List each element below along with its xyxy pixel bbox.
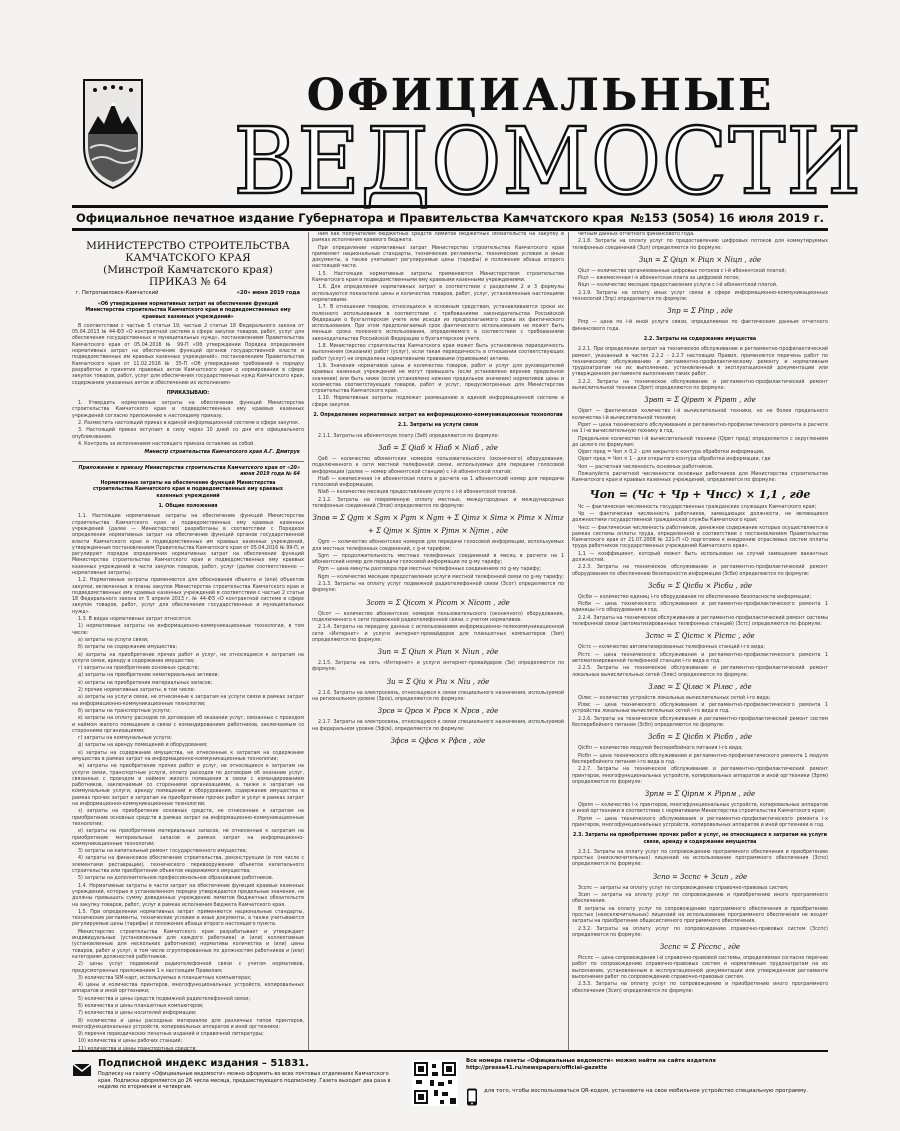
paragraph: Чр — фактическая численность работников, замещающих должности, не являющиеся должностями государственной гражданской службы Камчатского края; <box>572 511 828 524</box>
paragraph: Qiрвт — фактическое количество i-й вычислительной техники, но не более предельного количества i-й вычислительной техники; <box>572 409 828 421</box>
paragraph: Министерство строительства Камчатского края разрабатывает и утверждает индивидуальные (установленные для каждого работника) и (или) коллективные (установленные для нескольких работников) нормативы количества и (или) цены товаров, работ и услуг, в том числе сгруппированные по должностям работников и (или) категориям должностей работников. <box>72 929 304 960</box>
formula: Зсспс = Σ Рiсспс , где <box>659 943 741 952</box>
formula: Злвс = Σ Qiлвс × Рiлвс , где <box>648 682 752 691</box>
paragraph: 6) количества и цены планшетных компьютеров; <box>78 1003 204 1009</box>
masthead <box>72 66 862 215</box>
paragraph: Qgm — количество абонентских номеров для передачи голосовой информации, используемых для местных телефонных соединений, с g-м тарифом; <box>312 540 564 552</box>
appendix-title: Нормативные затраты на обеспечение функций Министерства строительства Камчатского края и подведомственных ему краевых казенных учреждений <box>93 481 283 499</box>
paragraph: б) затраты на транспортные услуги; <box>78 708 171 714</box>
paragraph: 2.3.2. Затраты на оплату услуг по сопровождению справочно-правовых систем (Зсспс) определяются по формуле: <box>572 926 828 938</box>
paragraph: Рiрвт — цена технического обслуживания и регламентно-профилактического ремонта в расчете на 1 i-ю вычислительную технику в год. <box>572 422 828 435</box>
qr-code-icon[interactable] <box>412 1060 458 1106</box>
paragraph: ж) затраты на приобретение прочих работ и услуг, не относящиеся к затратам на услуги связи, транспортные услуги, оплату расходов по договорам об оказании услуг, связанных с проездом и наймом жилого помещения в связи с командированием работников, заключаемым со сторонними организациями, а также к затратам на коммунальные услуги, аренду помещений и оборудования, содержание имущества в рамках прочих затрат и затратам на приобретение прочих работ и услуг в рамках затрат на информационно-коммуникационные технологии; <box>72 764 304 808</box>
kamchatka-coat-of-arms-icon <box>80 76 146 192</box>
paragraph: Нiаб — ежемесячная i-я абонентская плата в расчете на 1 абонентский номер для передачи голосовой информации; <box>312 476 564 489</box>
subsection-heading: 2.3. Затраты на приобретение прочих работ и услуг, не относящиеся к затратам на услуги связи, аренду и содержание имущества <box>572 833 828 845</box>
subscription-text: Подписку на газету «Официальные ведомости» можно оформить во всех почтовых отделениях Камчатского края. Подписка оформляется до 26 числа месяца, предшествующего подписному. Газета выходит два раза в неделю по вторникам и четвергам. <box>98 1071 391 1090</box>
paragraph: 1) нормативные затраты на информационно-коммуникационные технологии, в том числе: <box>72 624 304 636</box>
paragraph: 1.4. Нормативные затраты в части затрат на обеспечение функций краевых казенных учреждений, которые в установленном порядке утверждаются предельные значения, не должны превышать сумму доведенных учреждению лимитов бюджетных обязательств на закупку товаров, работ, услуг в рамках исполнения бюджета Камчатского края. <box>72 883 304 908</box>
paragraph: 1.8. Министерство строительства Камчатского края может быть установлена периодичность выполнения (оказания) работ (услуг), если такая периодичность в отношении соответствующих работ (услуг) не определена нормативными правовыми (правовыми) актами. <box>312 344 564 362</box>
paragraph: 2.1.1. Затраты на абонентскую плату (Заб) определяются по формуле: <box>318 433 500 439</box>
ministry-header <box>72 240 304 288</box>
paragraph: 2.1.3. Затраты на оплату услуг подвижной радиотелефонной связи (Зсот) определяются по формуле: <box>312 582 564 594</box>
paragraph: 2.1.8. Затраты на оплату услуг по предоставлению цифровых потоков для коммутируемых телефонных соединений (Зцп) определяются по формуле: <box>572 239 828 251</box>
paragraph: 2.1.4. Затраты на передачу данных с использованием информационно-телекоммуникационной сети «Интернет» и услуги интернет-провайдеров для планшетных компьютеров (Зип) определяются по формуле: <box>312 625 564 643</box>
order-subject: «Об утверждении нормативных затрат на обеспечение функций Министерства строительства Камчатского края и подведомственных ему краевых казенных учреждений» <box>85 302 291 320</box>
column-1 <box>72 232 304 1052</box>
online-archive-text: Все номера газеты «Официальные ведомости» можно найти на сайте издателя http://pressa41.ru/newspapers/official-gazette <box>466 1058 716 1071</box>
paragraph: Пожалуйста расчетной численности основных работников для Министерства строительства Камчатского края и краевых казенных учреждений, определяется по формуле: <box>572 472 828 484</box>
paragraph: 2.1.6. Затраты на электросвязь, относящуюся к связи специального назначения, используемой на региональном уровне (Зрсв), определяются по формуле: <box>312 690 564 703</box>
paragraph: Чоп — расчетная численность основных работников. <box>578 464 714 470</box>
formula: Зспо = Зсспс + Зсип , где <box>652 872 748 881</box>
paragraph: 4) затраты на финансовое обеспечение строительства, реконструкции (в том числе с элементами реставрации), технического перевооружения объектов капитального строительства или приобретение объектов недвижимого имущества; <box>72 856 304 875</box>
paragraph: 2) прочие нормативные затраты, в том числе: <box>78 688 196 694</box>
section-2-heading: 2. Определение нормативных затрат на информационно-коммуникационные технологии <box>313 413 563 419</box>
paragraph: 8) количества и цены расходных материалов для различных типов принтеров, многофункциональных устройств, копировальных аппаратов и иной оргтехники; <box>72 1018 304 1030</box>
paragraph: Чс — фактическая численность государственных гражданских служащих Камчатского края; <box>578 504 817 510</box>
order-item: 2. Разместить настоящий приказ в единой информационной системе в сфере закупок. <box>78 421 300 427</box>
column-2-body <box>312 232 564 409</box>
mailbox-icon <box>72 1060 92 1080</box>
order-number: ПРИКАЗ № 64 <box>149 276 227 288</box>
order-prikazyvayu: ПРИКАЗЫВАЮ: <box>166 390 210 396</box>
paragraph: 1.3. В видах нормативных затрат относятся: <box>78 617 192 623</box>
paragraph: 1,1 — коэффициент, который может быть использован на случай замещения вакантных должностей. <box>572 551 828 563</box>
footer <box>72 1050 828 1122</box>
paragraph: 9) перечня периодических печатных изданий и справочной литературы; <box>78 1032 264 1038</box>
paragraph: 2.2.6. Затраты на техническое обслуживание и регламентно-профилактический ремонт систем бесперебойного питания (Зсбп) определяются по формуле: <box>572 716 828 729</box>
paragraph: 2.1.2. Затраты на повременную оплату местных, междугородных и международных телефонных соединений (Зпов) определяются по формуле: <box>312 497 564 509</box>
paragraph: 1.9. Значения нормативов цены и количества товаров, работ и услуг для руководителей краевых казенных учреждений не могут превышать (если установлено верхнее предельное значение) или быть ниже (если установлено нижнее предельное значение) нормативов цены и количества соответствующих товаров, работ и услуг, предусмотренных для Министерства строительства Камчатского края. <box>312 363 564 395</box>
paragraph: Ngm — количество месяцев предоставления услуги местной телефонной связи по g-му тарифу; <box>318 574 564 580</box>
paragraph: е) затраты на содержание имущества, не отнесенные к затратам на содержание имущества в рамках затрат на информационно-коммуникационные технологии; <box>72 750 304 762</box>
paragraph: 1.6. Для определения нормативных затрат в соответствии с разделами 2 и 3 формулы используются показатели цены и количества товаров, работ, услуг, установленные настоящими нормативами. <box>312 285 564 303</box>
formula: Заб = Σ Qiаб × Нiаб × Niаб , где <box>378 443 498 452</box>
order-signature: Министр строительства Камчатского края А.Г. Дмитрук <box>144 450 300 456</box>
paragraph: 3) количества SIM-карт, используемых в планшетных компьютерах; <box>78 975 252 981</box>
paragraph: Предельное количество i-й вычислительной техники (Qiрвт пред) определяется с округлением до целого по формулам: <box>572 436 828 448</box>
paragraph: 2.1.5. Затраты на сеть «Интернет» и услуги интернет-провайдеров (Зи) определяются по формуле: <box>312 661 564 673</box>
subscription-index: Подписной индекс издания – 51831. <box>98 1058 309 1069</box>
formula: Зи = Σ Qiи × Рiи × Niи , где <box>386 677 490 686</box>
paragraph: 5) затраты на дополнительное профессиональное образование работников. <box>78 876 274 882</box>
paragraph: 1.2. Нормативные затраты применяются для обоснования объекта и (или) объектов закупки, включенных в планы закупок Министерства строительства Камчатского края и подведомственных ему краевых казенных учреждений в соответствии с частью 2 статьи 18 Федерального закона от 5 апреля 2013 г. № 44-ФЗ «О контрактной системе в сфере закупок товаров, работ, услуг для обеспечения государственных и муниципальных нужд». <box>72 578 304 615</box>
paragraph: Рiлвс — цена технического обслуживания и регламентно-профилактического ремонта 1 устройства локальных вычислительных сетей i-го вида в год. <box>572 703 828 715</box>
smartphone-icon <box>466 1088 478 1106</box>
order-date: «20» июня 2019 года <box>236 290 300 296</box>
paragraph: Sgm — продолжительность местных телефонных соединений в месяц в расчете на 1 абонентский номер для передачи голосовой информации по g-му тарифу; <box>312 553 564 566</box>
appendix-reference: Приложение к приказу Министерства строительства Камчатского края от «20» июня 2019 года № 64 <box>78 465 300 477</box>
column-3 <box>572 232 828 1052</box>
subscription-block <box>72 1058 402 1114</box>
masthead-subline <box>72 208 828 228</box>
paragraph: 2) цены услуг подвижной радиотелефонной связи с учетом нормативов, предусмотренных приложением 1 к настоящим Правилам; <box>72 962 304 974</box>
paragraph: Niцп — количество месяцев предоставления услуги с i-й абонентской платой. <box>578 283 778 289</box>
paragraph: Qiстс — количество автоматизированных телефонных станций i-го вида; <box>578 645 765 651</box>
paragraph: 2.1.7. Затраты на электросвязь, относящуюся к связи специального назначения, используемой на федеральном уровне (Зфсв), определяются по формуле: <box>312 720 564 732</box>
divider <box>72 461 304 462</box>
masthead-rule-bottom <box>72 228 828 231</box>
paragraph: Рiпр — цена по i-й иной услуге связи, определяемая по фактическим данным отчетного финансового года. <box>572 320 828 332</box>
formula: Зип = Σ Qiип × Рiип × Niип , где <box>377 648 499 657</box>
column-divider <box>308 232 309 1052</box>
paragraph: 1.7. В отношении товаров, относящихся к основным средствам, устанавливаются сроки их полезного использования в соответствии с требованиями законодательства Российской Федерации о бухгалтерском учете или исходя из предполагаемого срока их фактического использования. При этом предполагаемый срок фактического использования не может быть меньше срока полезного использования, определяемого в соответствии с требованиями законодательства Российской Федерации о бухгалтерском учете. <box>312 305 564 342</box>
paragraph: г) затраты на коммунальные услуги; <box>78 736 172 742</box>
paragraph: 1.10. Нормативные затраты подлежат размещению в единой информационной системе в сфере закупок. <box>312 396 564 408</box>
ministry-line: (Минстрой Камчатского края) <box>103 264 273 276</box>
formula: Зпр = Σ Рiпр , где <box>667 307 733 316</box>
paragraph: Qiсбп — количество модулей бесперебойного питания i-го вида; <box>578 746 743 752</box>
formula: Зсбп = Σ Qiсбп × Рiсбп , где <box>648 733 752 742</box>
formula: Зрпм = Σ Qiрпм × Рiрпм , где <box>644 790 756 799</box>
formula: Зсот = Σ Qiсот × Рiсот × Niсот , где <box>366 598 510 607</box>
formula: Зсби = Σ Qiсби × Рiсби , где <box>648 581 752 590</box>
ministry-line: МИНИСТЕРСТВО СТРОИТЕЛЬСТВА <box>86 240 290 252</box>
paragraph: Рiцп — ежемесячная i-я абонентская плата за цифровой поток; <box>578 276 740 282</box>
paragraph: 2.2.3. Затраты на техническое обслуживание и регламентно-профилактический ремонт оборудования по обеспечению безопасности информации (Зсби) определяются по формуле: <box>572 565 828 577</box>
order-city: г. Петропавловск-Камчатский <box>76 290 159 296</box>
paragraph: Рiсби — цена технического обслуживания и регламентно-профилактического ремонта 1 единицы i-го оборудования в год. <box>572 602 828 614</box>
paragraph: Qiцп — количество организованных цифровых потоков с i-й абонентской платой; <box>578 268 787 274</box>
formula: Чоп = (Чс + Чр + Чнсс) × 1,1 , где <box>589 487 811 501</box>
subsection-heading: 2.2. Затраты на содержание имущества <box>643 336 757 342</box>
paragraph: В затраты на оплату услуг по сопровождению программного обеспечения и приобретению простых (неисключительных) лицензий на использование программного обеспечения не входят затраты на приобретение общесистемного программного обеспечения. <box>572 906 828 925</box>
paragraph: Рiрпм — цена технического обслуживания и регламентно-профилактического ремонта i-х принтеров, многофункциональных устройств, копировальных аппаратов и иной оргтехники в год. <box>572 816 828 828</box>
paragraph: а) затраты на услуги связи, не отнесенные к затратам на услуги связи в рамках затрат на информационно-коммуникационные технологии; <box>72 695 304 707</box>
formula: Зпов = Σ Qgm × Sgm × Pgm × Ngm + Σ Qimг × Simг × Pimг × Nimг + Σ Qjmн × Sjmн × Pjmн × Njmн , где <box>312 514 564 536</box>
paragraph: 2.3.1. Затраты на оплату услуг по сопровождению программного обеспечения и приобретению простых (неисключительных) лицензий на использование программного обеспечения (Зспо) определяются по формуле: <box>572 849 828 868</box>
paragraph: Рiсбп — цена технического обслуживания и регламентно-профилактического ремонта 1 модуля бесперебойного питания i-го вида в год. <box>572 753 828 765</box>
paragraph: 1.5. Настоящие нормативные затраты применяются Министерством строительства Камчатского края и подведомственными ему краевыми казенными учреждениями. <box>312 271 564 284</box>
paragraph: Niаб — количество месяцев предоставления услуги с i-й абонентской платой. <box>318 490 517 496</box>
order-preamble: В соответствии с частью 5 статьи 19, частью 2 статьи 18 Федерального закона от 05.04.2013 № 44-ФЗ «О контрактной системе в сфере закупок товаров, работ, услуг для обеспечения государственных и муниципальных нужд», постановлением Правительства Камчатского края от 05.04.2016 № 99-П «Об утверждении Порядка определения нормативных затрат на обеспечение функций органов государственной власти и подведомственных им краевых казенных учреждений», постановлением Правительства Камчатского края от 11.02.2016 № 35-П «Об утверждении требований к порядку разработки и принятия правовых актов Камчатского края о нормировании в сфере закупок товаров, работ, услуг для обеспечения государственных нужд Камчатского края, содержанию указанных актов и обеспечению их исполнения» <box>72 323 304 386</box>
paragraph: При определении нормативных затрат Министерство строительства Камчатского края применяет национальные стандарты, технические регламенты, технические условия и иные документы, а также учитывает регулируемые цены (тарифы) и положения абзаца второго настоящей части. <box>312 245 564 270</box>
paragraph: Рiсспс — цена сопровождения i-й справочно-правовой системы, определяемая согласно перечню работ по сопровождению справочно-правовых систем и нормативным трудозатратам на их выполнение, установленным в эксплуатационной документации или утвержденном регламенте выполнения работ по сопровождению справочно-правовых систем. <box>572 956 828 981</box>
paragraph: четным данных отчетного финансового года. <box>578 232 695 237</box>
column-2 <box>312 232 564 1052</box>
paragraph: д) затраты на аренду помещений и оборудования; <box>78 743 208 749</box>
paragraph: 2.2.4. Затраты на техническое обслуживание и регламентно-профилактический ремонт системы телефонной связи (автоматизированных телефонных станций) (Зстс) определяются по формуле: <box>572 615 828 628</box>
paragraph: е) затраты на приобретение материальных запасов; <box>78 680 213 686</box>
paragraph: 4) цены и количества принтеров, многофункциональных устройств, копировальных аппаратов и иной оргтехники; <box>72 983 304 995</box>
paragraph: 5) количества и цены средств подвижной радиотелефонной связи; <box>78 996 251 1002</box>
paragraph: Qiрпм — количество i-х принтеров, многофункциональных устройств, копировальных аппаратов и иной оргтехники в соответствии с нормативами Министерства строительства Камчатского края; <box>572 803 828 815</box>
paragraph: в) затраты на оплату расходов по договорам об оказании услуг, связанных с проездом и наймом жилого помещения в связи с командированием работников, заключаемым со сторонними организациями; <box>72 716 304 734</box>
masthead-title-top: ОФИЦИАЛЬНЫЕ <box>306 70 774 121</box>
paragraph: 2.2.5. Затраты на техническое обслуживание и регламентно-профилактический ремонт локальных вычислительных сетей (Злвс) определяются по формуле: <box>572 666 828 678</box>
paragraph: Рiстс — цена технического обслуживания и регламентно-профилактического ремонта 1 автоматизированной телефонной станции i-го вида в год. <box>572 652 828 664</box>
formula: Зрвт = Σ Qiрвт × Рiрвт , где <box>644 396 756 405</box>
issue-number-date: №153 (5054) 16 июля 2019 г. <box>630 211 824 225</box>
paragraph: Зсспс — затраты на оплату услуг по сопровождению справочно-правовых систем; <box>578 885 789 891</box>
paragraph: 2.1.9. Затраты на оплату иных услуг связи в сфере информационно-коммуникационных технологий (Зпр) определяются по формуле: <box>572 290 828 303</box>
paragraph: з) затраты на приобретение основных средств, не отнесенные к затратам на приобретение основных средств в рамках затрат на информационно-коммуникационные технологии; <box>72 809 304 827</box>
paragraph: Зсип — затраты на оплату услуг по сопровождению и приобретению иного программного обеспечения. <box>572 893 828 905</box>
paragraph: 2.2.7. Затраты на техническое обслуживание и регламентно-профилактический ремонт принтеров, многофункциональных устройств, копировальных аппаратов и иной оргтехники (Зрпм) определяются по формуле: <box>572 767 828 785</box>
paragraph: 2.3.3. Затраты на оплату услуг по сопровождению и приобретению иного программного обеспечения (Зсип) определяются по формуле: <box>572 982 828 994</box>
paragraph: г) затраты на приобретение основных средств; <box>78 666 200 672</box>
masthead-title-main: ВЕДОМОСТИ <box>233 108 862 215</box>
formula: Зстс = Σ Qiстс × Рiстс , где <box>645 632 755 641</box>
column-1-body <box>72 514 304 1052</box>
paragraph: Чнсс — фактическая численность работников, денежное содержание которых осуществляется в рамках системы оплаты труда, определенной в соответствии с постановлением Правительства Камчатского края от 21.07.2008 № 221-П «О подготовке к внедрению отраслевых систем оплаты труда работников государственных учреждений Камчатского края». <box>572 525 828 550</box>
publication-subtitle: Официальное печатное издание Губернатора и Правительства Камчатского края <box>76 211 624 225</box>
column-divider <box>568 232 569 1052</box>
online-block <box>412 1058 828 1114</box>
order-item: 1. Утвердить нормативные затраты на обеспечение функций Министерства строительства Камчатского края и подведомственных ему краевых казенных учреждений согласно приложению к настоящему приказу. <box>72 401 304 419</box>
qr-instructions: для того, чтобы воспользоваться QR-кодом, установите на свое мобильное устройство специальную программу. <box>484 1088 809 1094</box>
paragraph: а) затраты на услуги связи; <box>78 637 149 643</box>
paragraph: 1.5. При определении нормативных затрат применяются национальные стандарты, технические регламенты, технические условия и иные документы, а также учитываются регулируемые цены (тарифы) и положения абзаца второго настоящего пункта. <box>72 909 304 928</box>
formula: Зцп = Σ Qiцп × Рiцп × Niцп , где <box>638 255 762 264</box>
paragraph: 1.1. Настоящие нормативные затраты на обеспечение функций Министерства строительства Камчатского края и подведомственных ему краевых казенных учреждений (далее — Министерство) разработаны в соответствии с Порядком определения нормативных затрат на обеспечение функций органов государственной власти Камчатского края и подведомственных им краевых казенных учреждений, утвержденным постановлением Правительства Камчатского края от 05.04.2016 № 99-П, и регулируют порядок определения нормативных затрат на обеспечение функций Министерства строительства Камчатского края и подведомственных ему краевых казенных учреждений в части закупок товаров, работ, услуг (далее соответственно — нормативные затраты). <box>72 514 304 576</box>
paragraph: Qiрвт пред = Чоп × 0,2 - для закрытого контура обработки информации, <box>578 450 765 456</box>
paragraph: 2.2.2. Затраты на техническое обслуживание и регламентно-профилактический ремонт вычислительной техники (Зрвт) определяются по формуле: <box>572 379 828 392</box>
section-1-heading: 1. Общие положения <box>158 504 218 510</box>
order-item: 3. Настоящий приказ вступает в силу через 10 дней со дня его официального опубликования. <box>72 428 304 440</box>
paragraph: Qiлвс — количество устройств локальных вычислительных сетей i-го вида; <box>578 695 771 701</box>
paragraph: 7) количества и цены носителей информации; <box>78 1011 197 1017</box>
paragraph: 3) затраты на капитальный ремонт государственного имущества; <box>78 849 248 855</box>
ministry-line: КАМЧАТСКОГО КРАЯ <box>125 252 251 264</box>
paragraph: Qаб — количество абонентских номеров пользовательского (оконечного) оборудования, подключенного к сети местной телефонной связи, используемых для передачи голосовой информации (далее — номер абонентской станции) с i-й абонентской платой; <box>312 456 564 475</box>
order-meta <box>72 290 304 298</box>
order-item: 4. Контроль за исполнением настоящего приказа оставляю за собой. <box>78 441 255 447</box>
paragraph: д) затраты на приобретение нематериальных активов; <box>78 673 219 679</box>
paragraph: б) затраты на содержание имущества; <box>78 645 178 651</box>
paragraph: и) затраты на приобретение материальных запасов, не отнесенные к затратам на приобретение материальных запасов в рамках затрат на информационно-коммуникационные технологии; <box>72 829 304 847</box>
paragraph: 10) количества и цены рабочих станций; <box>78 1039 183 1045</box>
paragraph: Qiрвт пред = Чоп × 1 - для открытого контура обработки информации, где <box>578 457 771 463</box>
paragraph: ним как получателем бюджетных средств лимитов бюджетных обязательств на закупку в рамках исполнения краевого бюджета. <box>312 232 564 244</box>
paragraph: 11) количества и цены транспортных средств; <box>78 1046 197 1052</box>
paragraph: Pgm — цена минуты разговора при местных телефонных соединениях по g-му тарифу; <box>318 567 542 573</box>
paragraph: Qiсот — количество абонентских номеров пользовательского (оконечного) оборудования, подключенного к сети подвижной радиотелефонной связи, с учетом нормативов. <box>312 611 564 623</box>
paragraph: в) затраты на приобретение прочих работ и услуг, не относящиеся к затратам на услуги связи, аренду и содержание имущества; <box>72 652 304 664</box>
formula: Зрсв = Qрсв × Ррсв × Nрсв , где <box>377 707 499 716</box>
formula: Зфсв = Qфсв × Рфсв , где <box>390 736 486 745</box>
paragraph: 2.2.1. При определении затрат на техническое обслуживание и регламентно-профилактический ремонт, указанный в частях 2.2.2 - 2.2.7 настоящих Правил, применяется перечень работ по техническому обслуживанию и регламентно-профилактическому ремонту и нормативным трудозатратам на их выполнение, установленный в эксплуатационной документации или утвержденном регламенте выполнения таких работ. <box>572 347 828 378</box>
subsection-2-1-heading: 2.1. Затраты на услуги связи <box>397 423 479 429</box>
paragraph: Qiсби — количество единиц i-го оборудования по обеспечению безопасности информации; <box>578 594 812 600</box>
